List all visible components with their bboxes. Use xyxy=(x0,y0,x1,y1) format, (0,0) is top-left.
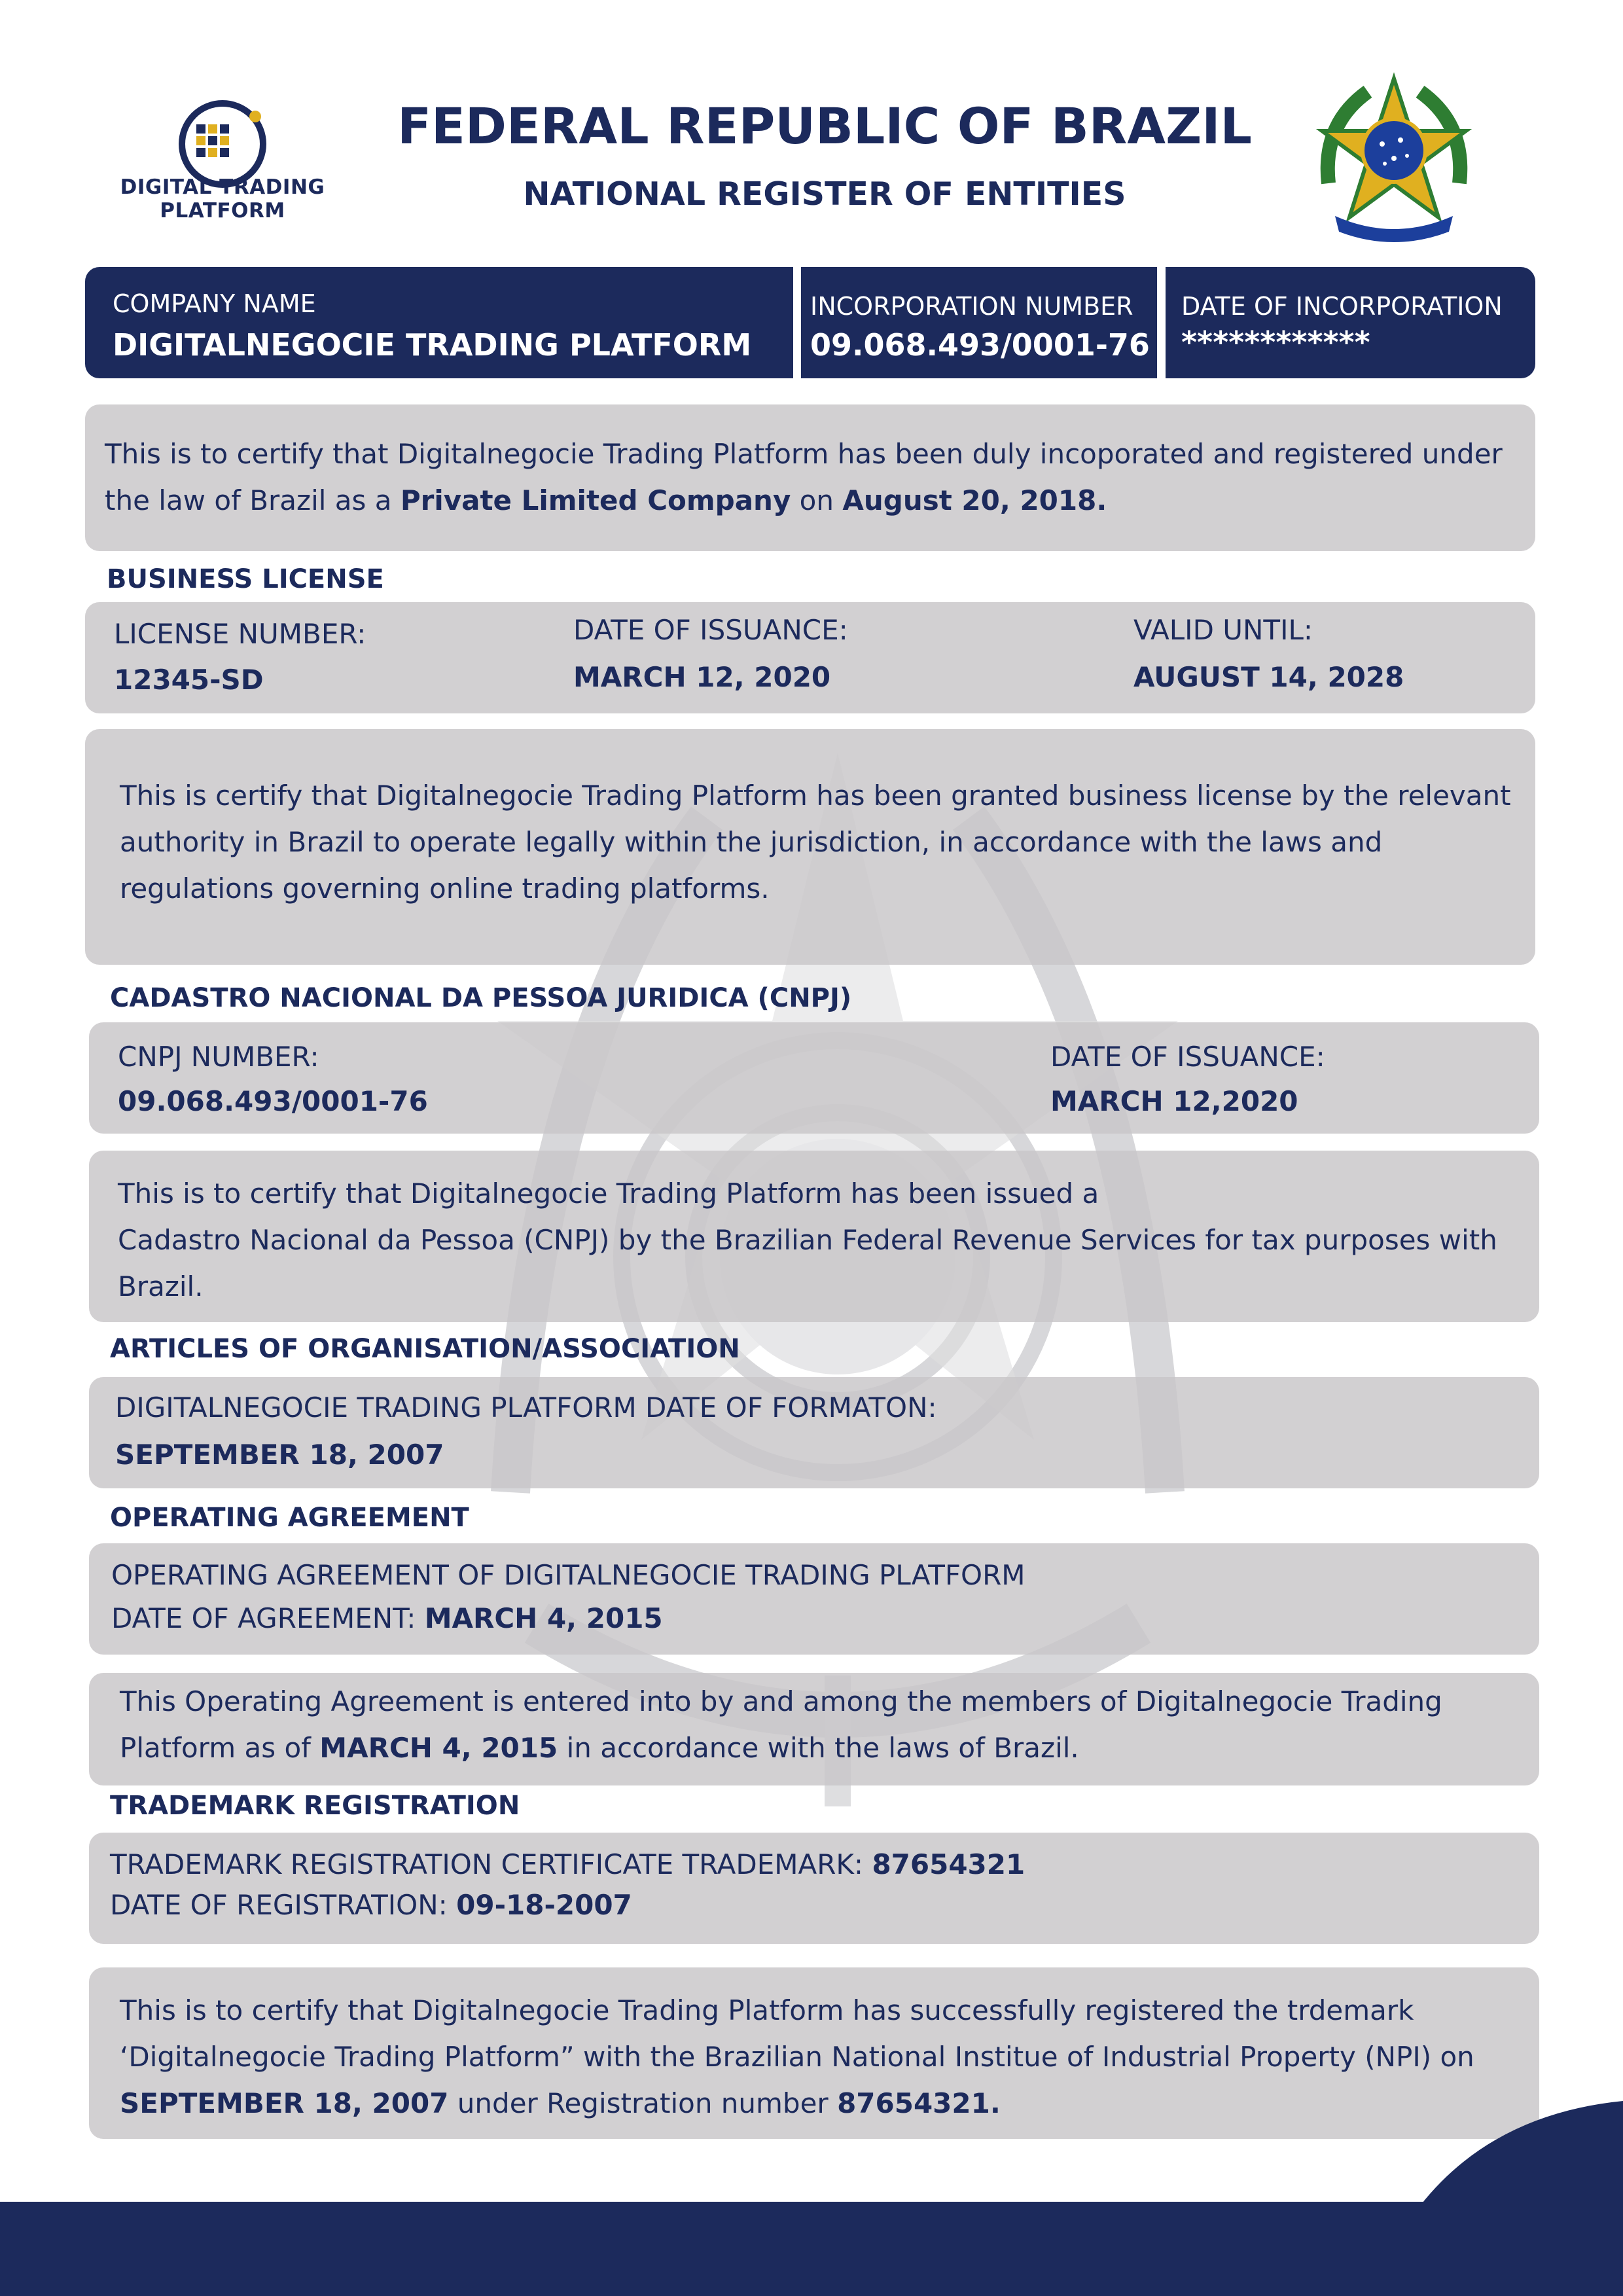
articles-title: ARTICLES OF ORGANISATION/ASSOCIATION xyxy=(110,1334,740,1364)
trademark-certificate: TRADEMARK REGISTRATION CERTIFICATE TRADEMARK: 87654321 xyxy=(110,1848,1026,1880)
operating-agreement-line: OPERATING AGREEMENT OF DIGITALNEGOCIE TRADING PLATFORM xyxy=(111,1559,1026,1591)
company-name-box xyxy=(85,267,793,378)
license-number-value: 12345-SD xyxy=(114,664,264,696)
coat-of-arms-icon xyxy=(1309,72,1479,249)
trademark-registration-date: DATE OF REGISTRATION: 09-18-2007 xyxy=(110,1889,632,1921)
incorporation-number-box xyxy=(801,267,1157,378)
incorporation-date-value: ************ xyxy=(1181,325,1370,360)
operating-agreement-statement: This Operating Agreement is entered into by and among the members of Digitalnegocie Trading Platform as of MARCH 4, 2015 in accordance with the laws of Brazil. xyxy=(120,1685,1442,1764)
trademark-title: TRADEMARK REGISTRATION xyxy=(110,1791,520,1821)
trademark-statement: This is to certify that Digitalnegocie Trading Platform has successfully registered the trdemark ‘Digitalnegocie Trading Platform” with the Brazilian National Institue of Industrial Property (NPI) on SEPTEMBER 18, 2007 under Registration number 87654321. xyxy=(120,1994,1474,2119)
document-title: FEDERAL REPUBLIC OF BRAZIL xyxy=(397,97,1252,155)
incorporation-date-label: DATE OF INCORPORATION xyxy=(1181,292,1503,321)
incorporation-date-box xyxy=(1166,267,1535,378)
license-valid-label: VALID UNTIL: xyxy=(1133,614,1313,646)
license-issuance-label: DATE OF ISSUANCE: xyxy=(573,614,848,646)
cnpj-statement: This is to certify that Digitalnegocie Trading Platform has been issued a Cadastro Nacional da Pessoa (CNPJ) by the Brazilian Federal Revenue Services for tax purposes with Brazil. xyxy=(118,1177,1497,1302)
articles-value: SEPTEMBER 18, 2007 xyxy=(115,1439,444,1471)
cnpj-issuance-value: MARCH 12,2020 xyxy=(1050,1085,1298,1117)
cnpj-number-label: CNPJ NUMBER: xyxy=(118,1041,319,1073)
license-valid-value: AUGUST 14, 2028 xyxy=(1133,661,1404,693)
company-name-label: COMPANY NAME xyxy=(113,289,316,318)
cnpj-number-value: 09.068.493/0001-76 xyxy=(118,1085,428,1117)
business-license-statement: This is certify that Digitalnegocie Trading Platform has been granted business license by the relevant authority in Brazil to operate legally within the jurisdiction, in accordance with the laws and regulations governing online trading platforms. xyxy=(120,780,1511,905)
license-number-label: LICENSE NUMBER: xyxy=(114,618,366,650)
operating-agreement-title: OPERATING AGREEMENT xyxy=(110,1503,469,1533)
company-name-value: DIGITALNEGOCIE TRADING PLATFORM xyxy=(113,327,752,363)
operating-agreement-date: DATE OF AGREEMENT: MARCH 4, 2015 xyxy=(111,1602,663,1634)
business-license-title: BUSINESS LICENSE xyxy=(107,564,384,594)
incorporation-number-label: INCORPORATION NUMBER xyxy=(810,292,1133,321)
cnpj-title: CADASTRO NACIONAL DA PESSOA JURIDICA (CNPJ) xyxy=(110,983,852,1013)
license-issuance-value: MARCH 12, 2020 xyxy=(573,661,831,693)
footer-band xyxy=(0,2202,1623,2296)
footer-curve-decoration xyxy=(1420,2101,1623,2206)
logo-text: DIGITAL TRADING PLATFORM xyxy=(120,175,325,223)
incorporation-number-value: 09.068.493/0001-76 xyxy=(810,327,1150,363)
cnpj-issuance-label: DATE OF ISSUANCE: xyxy=(1050,1041,1325,1073)
document-subtitle: NATIONAL REGISTER OF ENTITIES xyxy=(523,175,1126,213)
articles-label: DIGITALNEGOCIE TRADING PLATFORM DATE OF FORMATON: xyxy=(115,1391,937,1424)
certification-statement: This is to certify that Digitalnegocie Trading Platform has been duly incoporated and registered under the law of Brazil as a Private Limited Company on August 20, 2018. xyxy=(105,438,1503,516)
